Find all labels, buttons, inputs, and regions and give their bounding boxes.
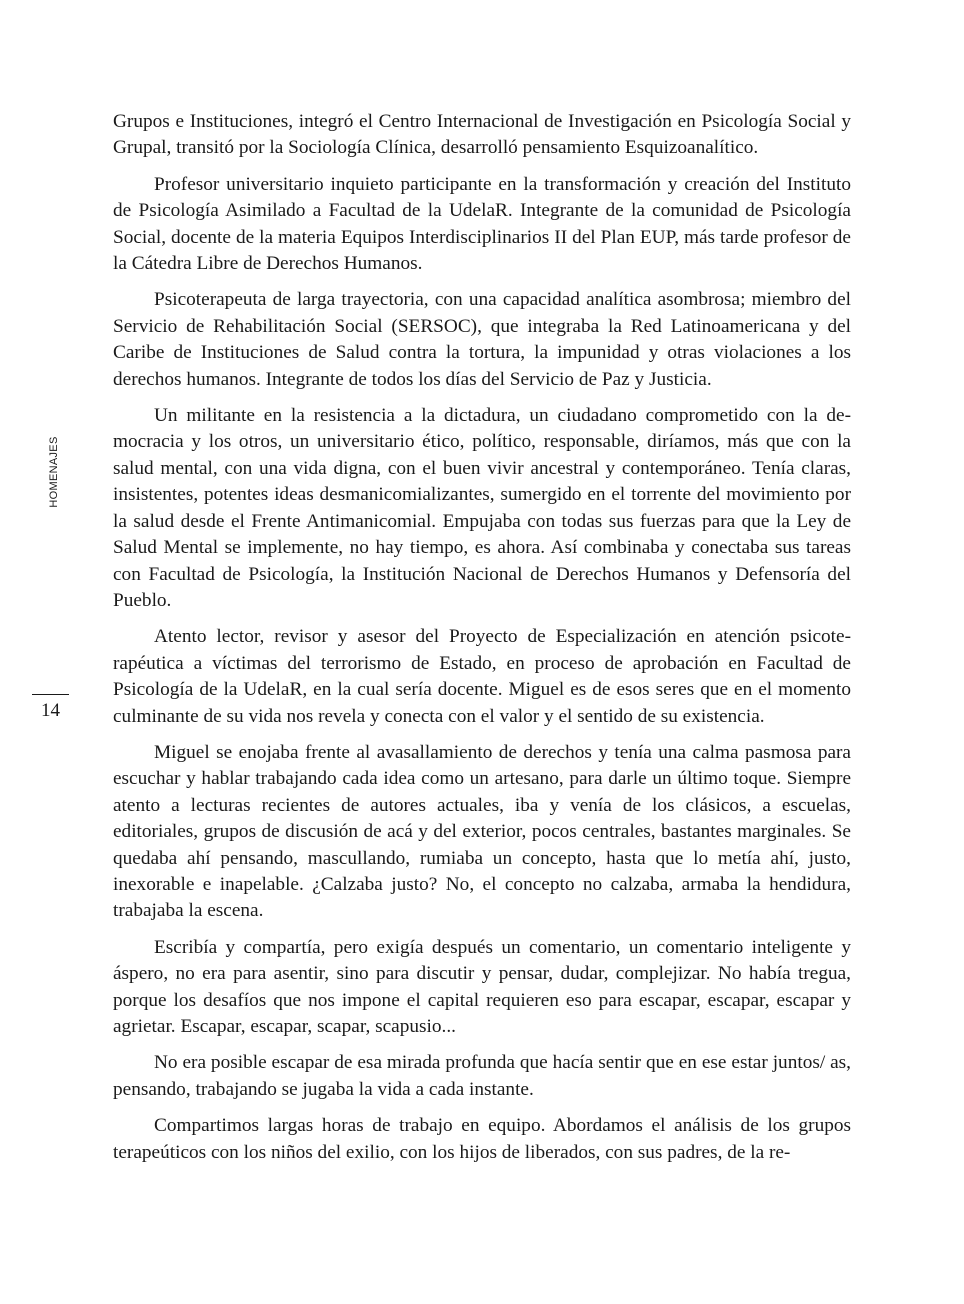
page-number: 14 xyxy=(41,700,60,721)
paragraph: Un militante en la resistencia a la dictadura, un ciudadano comprometido con la democracia y los otros, un universitario ético, político, responsable, diríamos, más que con la salud mental, con una vida digna, con el buen vivir ancestral y contemporáneo. Tenía claras, insistentes, potentes ideas desmanicomializantes, sumergido en el torrente del movimiento por la salud desde el Frente Antimanicomial. Empujaba con todas sus fuerzas para que la Ley de Salud Mental se implemente, no hay tiempo, es ahora. Así combinaba y conectaba sus tareas con Facultad de Psicología, la Institución Nacional de Derechos Humanos y Defensoría del Pueblo. xyxy=(113,405,851,611)
paragraph: Atento lector, revisor y asesor del Proyecto de Especialización en atención psicoterapéutica a víctimas del terrorismo de Estado, en proceso de aprobación en Facultad de Psicología de la UdelaR, en la cual sería docente. Miguel es de esos seres que en el momento culminante de su vida nos revela y conecta con el valor y el sentido de su existencia. xyxy=(113,626,851,727)
paragraph: Grupos e Instituciones, integró el Centro Internacional de Investigación en Psicología Social y Grupal, transitó por la Sociología Clínica, desarrolló pensamiento Esquizoanalítico. xyxy=(113,111,851,159)
body-text xyxy=(113,109,851,1176)
paragraph: Escribía y compartía, pero exigía después un comentario, un comentario inteligente y áspero, no era para asentir, sino para discutir y pensar, dudar, complejizar. No había tregua, porque los desafíos que nos impone el capital requieren eso para escapar, escapar, escapar y agrietar. Escapar, escapar, scapar, scapusio... xyxy=(113,936,851,1037)
paragraph: Psicoterapeuta de larga trayectoria, con una capacidad analítica asombrosa; miembro del Servicio de Rehabilitación Social (SERSOC), que integraba la Red Latinoamericana y del Caribe de Instituciones de Salud contra la tortura, la impunidad y otras violaciones a los derechos humanos. Integrante de todos los días del Servicio de Paz y Justicia. xyxy=(113,289,851,390)
paragraph: Compartimos largas horas de trabajo en equipo. Abordamos el análisis de los grupos terapeúticos con los niños del exilio, con los hijos de liberados, con sus padres, de la re- xyxy=(113,1115,851,1163)
running-head: HOMENAJES xyxy=(48,436,60,508)
paragraph: Profesor universitario inquieto participante en la transformación y creación del Instituto de Psicología Asimilado a Facultad de la UdelaR. Integrante de la comunidad de Psicología Social, docente de la materia Equipos Interdisciplinarios II del Plan EUP, más tarde profesor de la Cátedra Libre de Derechos Humanos. xyxy=(113,173,851,275)
paragraph: Miguel se enojaba frente al avasallamiento de derechos y tenía una calma pasmosa para escuchar y hablar trabajando cada idea como un artesano, para darle un último toque. Siempre atento a lecturas recientes de autores actuales, iba y venía de los clásicos, a escuelas, editoriales, grupos de discusión de acá y del exterior, pocos centrales, bastantes marginales. Se quedaba ahí pensando, mascullando, rumiaba un concepto, hasta que lo metía ahí, justo, inexorable e inapelable. ¿Calzaba justo? No, el concepto no calzaba, armaba la hendidura, trabajaba la escena. xyxy=(113,741,851,922)
paragraph: No era posible escapar de esa mirada profunda que hacía sentir que en ese estar juntos/ as, pensando, trabajando se jugaba la vida a cada instante. xyxy=(113,1052,851,1100)
page-number-rule xyxy=(32,694,69,695)
